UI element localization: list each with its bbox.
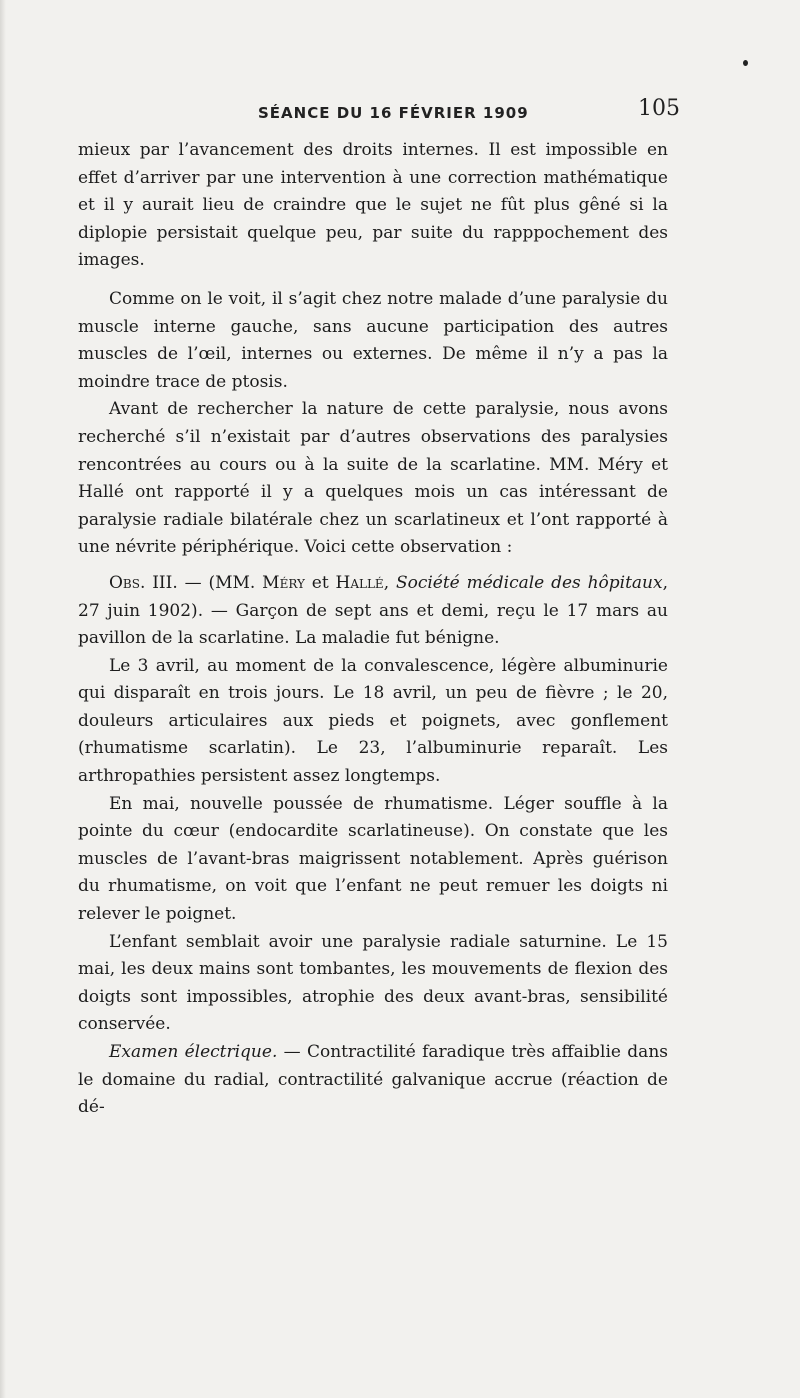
author-mery: Méry (262, 572, 305, 593)
page-number: 105 (638, 96, 680, 121)
body-text (78, 137, 668, 1122)
exam-text: — Contractilité faradique très affaiblie dans le domaine du radial, contractilité galvanique accrue (réaction de dé- (78, 1042, 668, 1118)
paragraph-6: En mai, nouvelle poussée de rhumatisme. Léger souffle à la pointe du cœur (endocardite scarlatineuse). On constate que les muscles de l’avant-bras maigrissent notablement. Après guérison du rhumatisme, on voit que l’enfant ne peut remuer les doigts ni relever le poignet. (78, 793, 668, 925)
observation-citation (78, 570, 668, 653)
exam-label: Examen électrique. (109, 1042, 278, 1062)
running-title: SÉANCE DU 16 FÉVRIER 1909 (258, 104, 529, 122)
journal-title: Société médicale des hôpitaux (395, 572, 663, 593)
paragraph-7: L’enfant semblait avoir une paralysie radiale saturnine. Le 15 mai, les deux mains sont tombantes, les mouvements de flexion des doigts sont impossibles, atrophie des deux avant-bras, sensibilité conservée. (78, 931, 668, 1035)
observation-label: Obs. III. (109, 572, 178, 593)
paragraph-2: Comme on le voit, il s’agit chez notre malade d’une paralysie du muscle interne gauche, sans aucune participation des autres muscles de l’œil, internes ou externes. De même il n’y a pas la moindre trace de ptosis. (78, 288, 668, 392)
page-header (78, 90, 678, 130)
author-halle: Hallé (335, 572, 384, 593)
citation-dash: — (MM. (177, 572, 263, 593)
page-edge-shadow (0, 0, 6, 1398)
ink-speck (743, 60, 748, 66)
paragraph-3: Avant de rechercher la nature de cette paralysie, nous avons recherché s’il n’existait par d’autres observations des paralysies rencontrées au cours ou à la suite de la scarlatine. MM. Méry et Hallé ont rapporté il y a quelques mois un cas intéressant de paralysie radiale bilatérale chez un scarlatineux et l’ont rapporté à une névrite périphérique. Voici cette observation : (78, 399, 668, 558)
citation-comma: , (383, 572, 396, 593)
paragraph-8 (78, 1039, 668, 1122)
paragraph-5: Le 3 avril, au moment de la convalescence, légère albuminurie qui disparaît en trois jours. Le 18 avril, un peu de fièvre ; le 20, douleurs articulaires aux pieds et poignets, avec gonflement (rhumatisme scarlatin). Le 23, l’albuminurie reparaît. Les arthropathies persistent assez longtemps. (78, 655, 668, 787)
paragraph-1: mieux par l’avancement des droits internes. Il est impossible en effet d’arriver par une intervention à une correction mathématique et il y aurait lieu de craindre que le sujet ne fût plus gêné si la diplopie persistait quelque peu, par suite du rapppochement des images. (78, 140, 668, 271)
observation-intro: , 27 juin 1902). — Garçon de sept ans et demi, reçu le 17 mars au pavillon de la scarlatine. La maladie fut bénigne. (78, 572, 668, 649)
citation-et: et (304, 572, 336, 593)
